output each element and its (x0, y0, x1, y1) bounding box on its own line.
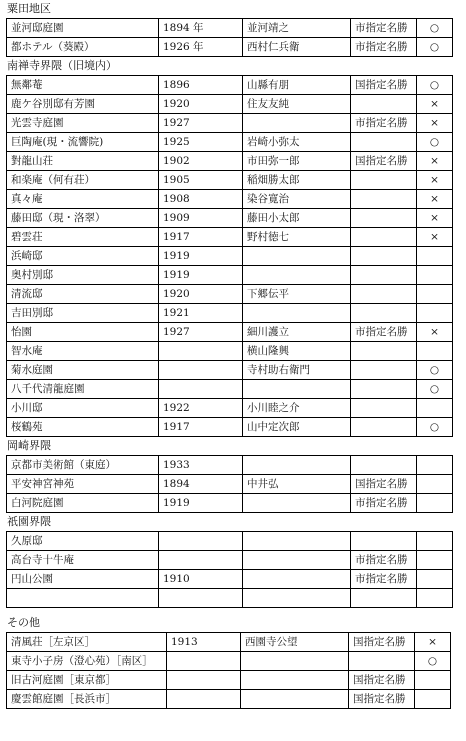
table-row (7, 551, 453, 570)
designation-cell: 市指定名勝 (351, 551, 417, 570)
status-mark-cell: × (417, 95, 453, 114)
designation-cell (351, 133, 417, 152)
year-cell: 1926 年 (159, 38, 243, 57)
table-row (7, 494, 453, 513)
owner-cell (243, 114, 351, 133)
designation-cell (351, 171, 417, 190)
table-row (7, 589, 453, 608)
table-row (7, 190, 453, 209)
garden-table (6, 75, 453, 437)
status-mark-cell: ○ (417, 133, 453, 152)
designation-cell (351, 399, 417, 418)
section-other (0, 608, 466, 709)
garden-name-cell: 旧古河庭園［東京都］ (7, 671, 167, 690)
year-cell (159, 361, 243, 380)
year-cell: 1902 (159, 152, 243, 171)
designation-cell: 国指定名勝 (351, 76, 417, 95)
owner-cell: 藤田小太郎 (243, 209, 351, 228)
table-row (7, 361, 453, 380)
owner-cell (243, 380, 351, 399)
garden-name-cell: 円山公園 (7, 570, 159, 589)
status-mark-cell: × (417, 114, 453, 133)
designation-cell: 国指定名勝 (349, 690, 415, 709)
year-cell (159, 532, 243, 551)
designation-cell (351, 304, 417, 323)
designation-cell (351, 418, 417, 437)
garden-table (6, 531, 453, 608)
status-mark-cell (417, 456, 453, 475)
year-cell: 1917 (159, 228, 243, 247)
status-mark-cell: ○ (417, 361, 453, 380)
designation-cell: 市指定名勝 (351, 19, 417, 38)
section-okazaki (0, 437, 466, 513)
owner-cell: 染谷寛治 (243, 190, 351, 209)
owner-cell: 山縣有朋 (243, 76, 351, 95)
garden-name-cell: 久原邸 (7, 532, 159, 551)
year-cell: 1910 (159, 570, 243, 589)
section-gion (0, 513, 466, 608)
table-row (7, 380, 453, 399)
designation-cell: 国指定名勝 (349, 671, 415, 690)
owner-cell (241, 652, 349, 671)
designation-cell: 市指定名勝 (351, 494, 417, 513)
designation-cell (351, 532, 417, 551)
year-cell: 1925 (159, 133, 243, 152)
designation-cell (351, 228, 417, 247)
garden-name-cell: 光雲寺庭園 (7, 114, 159, 133)
status-mark-cell (417, 247, 453, 266)
garden-name-cell: 巨陶庵(現・流響院) (7, 133, 159, 152)
status-mark-cell (417, 475, 453, 494)
table-row (7, 323, 453, 342)
garden-name-cell: 都ホテル（葵殿） (7, 38, 159, 57)
section-title: 粟田地区 (7, 2, 51, 15)
year-cell (159, 380, 243, 399)
owner-cell (241, 671, 349, 690)
status-mark-cell (415, 671, 451, 690)
owner-cell (241, 690, 349, 709)
garden-name-cell: 清流邸 (7, 285, 159, 304)
garden-name-cell: 小川邸 (7, 399, 159, 418)
year-cell (167, 671, 241, 690)
table-row (7, 95, 453, 114)
garden-name-cell (7, 589, 159, 608)
status-mark-cell (417, 570, 453, 589)
table-row (7, 38, 453, 57)
garden-name-cell: 藤田邸（現・洛翠） (7, 209, 159, 228)
year-cell: 1919 (159, 266, 243, 285)
year-cell: 1933 (159, 456, 243, 475)
designation-cell (351, 209, 417, 228)
garden-table (6, 632, 451, 709)
designation-cell: 国指定名勝 (351, 475, 417, 494)
year-cell: 1908 (159, 190, 243, 209)
year-cell: 1905 (159, 171, 243, 190)
designation-cell (351, 361, 417, 380)
table-row (7, 152, 453, 171)
table-row (7, 209, 453, 228)
garden-name-cell: 平安神宮神苑 (7, 475, 159, 494)
year-cell: 1919 (159, 247, 243, 266)
section-title: その他 (7, 616, 40, 629)
garden-name-cell: 吉田別邸 (7, 304, 159, 323)
designation-cell (351, 266, 417, 285)
status-mark-cell (417, 551, 453, 570)
garden-name-cell: 菊水庭園 (7, 361, 159, 380)
garden-name-cell: 八千代清龍庭園 (7, 380, 159, 399)
designation-cell (351, 342, 417, 361)
status-mark-cell: ○ (415, 652, 451, 671)
year-cell: 1927 (159, 323, 243, 342)
status-mark-cell (417, 589, 453, 608)
status-mark-cell: × (417, 152, 453, 171)
designation-cell (349, 652, 415, 671)
garden-name-cell: 無鄰菴 (7, 76, 159, 95)
designation-cell: 市指定名勝 (351, 570, 417, 589)
garden-name-cell: 奥村別邸 (7, 266, 159, 285)
status-mark-cell: × (417, 323, 453, 342)
designation-cell: 市指定名勝 (351, 114, 417, 133)
status-mark-cell: ○ (417, 380, 453, 399)
table-row (7, 418, 453, 437)
table-row (7, 532, 453, 551)
garden-name-cell: 智水庵 (7, 342, 159, 361)
table-row (7, 228, 453, 247)
table-row (7, 690, 451, 709)
year-cell: 1896 (159, 76, 243, 95)
year-cell: 1922 (159, 399, 243, 418)
garden-table (6, 455, 453, 513)
garden-name-cell: 慶雲館庭園［長浜市］ (7, 690, 167, 709)
status-mark-cell: × (417, 171, 453, 190)
garden-name-cell: 浜崎邸 (7, 247, 159, 266)
year-cell: 1919 (159, 494, 243, 513)
designation-cell (351, 380, 417, 399)
table-row (7, 133, 453, 152)
garden-name-cell: 怡園 (7, 323, 159, 342)
garden-name-cell: 東寺小子房（澄心苑）［南区］ (7, 652, 167, 671)
owner-cell (243, 532, 351, 551)
year-cell (167, 652, 241, 671)
year-cell: 1921 (159, 304, 243, 323)
status-mark-cell (417, 399, 453, 418)
owner-cell: 西園寺公望 (241, 633, 349, 652)
owner-cell: 寺村助右衛門 (243, 361, 351, 380)
owner-cell (243, 456, 351, 475)
year-cell (159, 342, 243, 361)
owner-cell: 山中定次郎 (243, 418, 351, 437)
garden-name-cell: 清風荘［左京区］ (7, 633, 167, 652)
garden-name-cell: 高台寺十牛庵 (7, 551, 159, 570)
owner-cell: 住友友純 (243, 95, 351, 114)
owner-cell: 稲畑勝太郎 (243, 171, 351, 190)
year-cell (167, 690, 241, 709)
table-row (7, 76, 453, 95)
garden-name-cell: 桜鶴苑 (7, 418, 159, 437)
owner-cell: 並河靖之 (243, 19, 351, 38)
table-row (7, 570, 453, 589)
table-row (7, 19, 453, 38)
garden-name-cell: 碧雲荘 (7, 228, 159, 247)
garden-name-cell: 對龍山荘 (7, 152, 159, 171)
owner-cell: 横山隆興 (243, 342, 351, 361)
owner-cell: 細川護立 (243, 323, 351, 342)
status-mark-cell: ○ (417, 19, 453, 38)
year-cell (159, 589, 243, 608)
status-mark-cell (417, 304, 453, 323)
table-row (7, 633, 451, 652)
table-row (7, 475, 453, 494)
table-row (7, 399, 453, 418)
garden-name-cell: 並河邸庭園 (7, 19, 159, 38)
designation-cell (351, 190, 417, 209)
section-awata (0, 0, 466, 57)
status-mark-cell: ○ (417, 38, 453, 57)
garden-table (6, 18, 453, 57)
owner-cell: 下郷伝平 (243, 285, 351, 304)
owner-cell (243, 570, 351, 589)
status-mark-cell: ○ (417, 76, 453, 95)
table-row (7, 247, 453, 266)
year-cell: 1909 (159, 209, 243, 228)
table-row (7, 285, 453, 304)
owner-cell: 中井弘 (243, 475, 351, 494)
year-cell: 1894 (159, 475, 243, 494)
year-cell: 1913 (167, 633, 241, 652)
year-cell: 1920 (159, 285, 243, 304)
status-mark-cell: × (415, 633, 451, 652)
owner-cell: 野村徳七 (243, 228, 351, 247)
owner-cell: 西村仁兵衛 (243, 38, 351, 57)
year-cell: 1917 (159, 418, 243, 437)
table-row (7, 456, 453, 475)
year-cell: 1927 (159, 114, 243, 133)
designation-cell (351, 95, 417, 114)
section-title: 岡崎界隈 (7, 439, 51, 452)
status-mark-cell (417, 532, 453, 551)
year-cell: 1920 (159, 95, 243, 114)
garden-name-cell: 和楽庵（何有荘） (7, 171, 159, 190)
garden-name-cell: 京都市美術館（東庭） (7, 456, 159, 475)
table-row (7, 266, 453, 285)
table-row (7, 652, 451, 671)
designation-cell: 国指定名勝 (349, 633, 415, 652)
owner-cell: 岩崎小弥太 (243, 133, 351, 152)
garden-name-cell: 白河院庭園 (7, 494, 159, 513)
status-mark-cell: × (417, 228, 453, 247)
table-row (7, 671, 451, 690)
status-mark-cell (417, 342, 453, 361)
status-mark-cell (417, 266, 453, 285)
status-mark-cell: × (417, 209, 453, 228)
status-mark-cell: × (417, 190, 453, 209)
designation-cell (351, 285, 417, 304)
owner-cell: 市田弥一郎 (243, 152, 351, 171)
garden-name-cell: 鹿ケ谷別邸有芳園 (7, 95, 159, 114)
status-mark-cell (417, 285, 453, 304)
year-cell (159, 551, 243, 570)
status-mark-cell (415, 690, 451, 709)
owner-cell: 小川睦之介 (243, 399, 351, 418)
owner-cell (243, 589, 351, 608)
year-cell: 1894 年 (159, 19, 243, 38)
owner-cell (243, 266, 351, 285)
table-row (7, 171, 453, 190)
designation-cell: 国指定名勝 (351, 152, 417, 171)
section-title: 祇園界隈 (7, 515, 51, 528)
designation-cell (351, 456, 417, 475)
section-nanzenji (0, 57, 466, 437)
owner-cell (243, 247, 351, 266)
designation-cell (351, 589, 417, 608)
table-row (7, 342, 453, 361)
table-row (7, 114, 453, 133)
owner-cell (243, 551, 351, 570)
garden-name-cell: 真々庵 (7, 190, 159, 209)
section-title: 南禅寺界隈（旧境内） (7, 59, 117, 72)
owner-cell (243, 494, 351, 513)
designation-cell (351, 247, 417, 266)
owner-cell (243, 304, 351, 323)
designation-cell: 市指定名勝 (351, 323, 417, 342)
designation-cell: 市指定名勝 (351, 38, 417, 57)
status-mark-cell (417, 494, 453, 513)
table-row (7, 304, 453, 323)
status-mark-cell: ○ (417, 418, 453, 437)
